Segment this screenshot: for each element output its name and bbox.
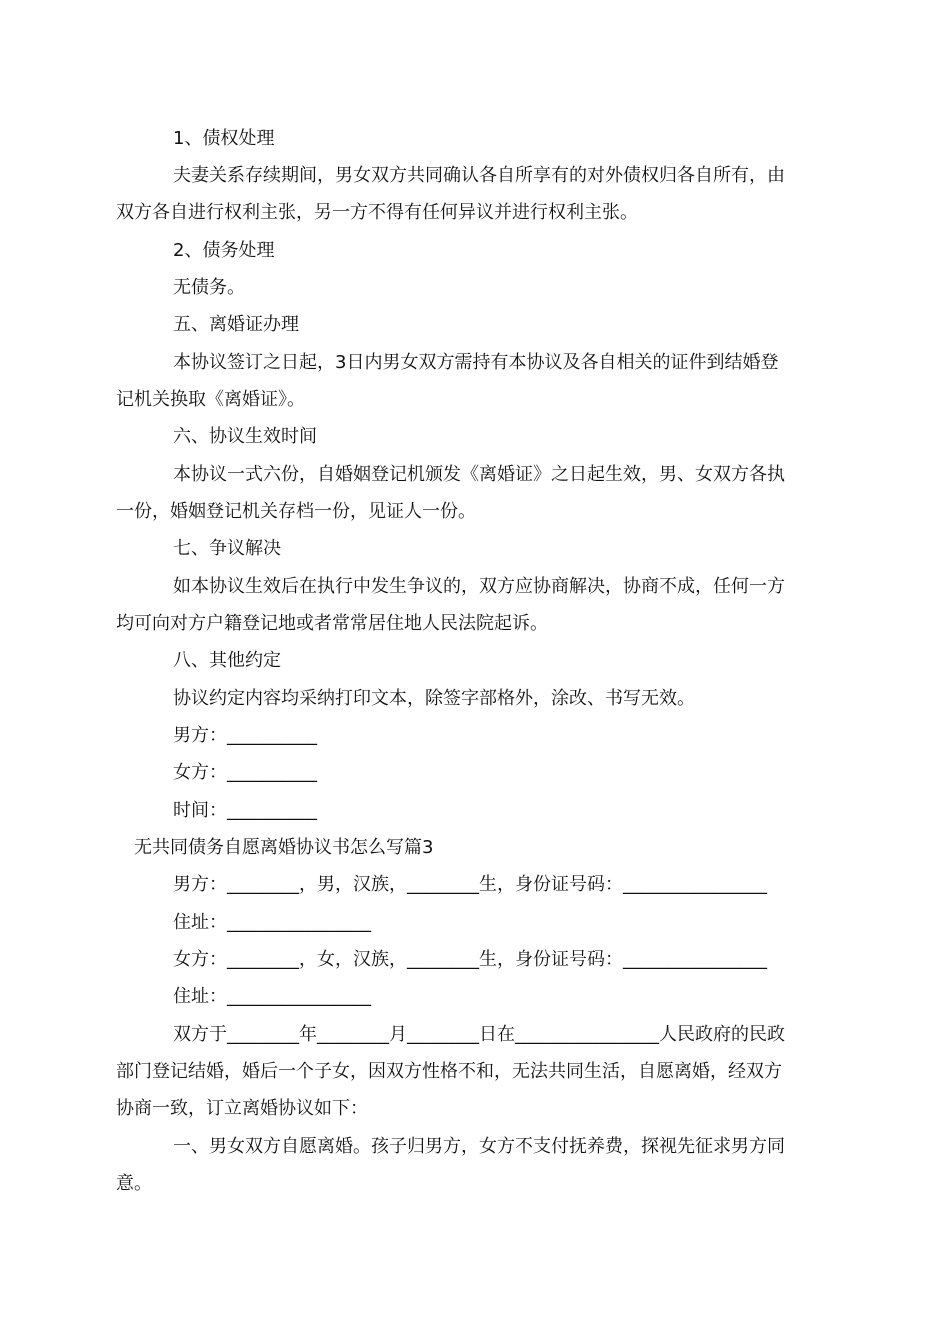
section-dispute-heading: 七、争议解决 — [173, 538, 281, 559]
section-effective-heading: 六、协议生效时间 — [173, 426, 317, 447]
paragraph-line: 如本协议生效后在执行中发生争议的，双方应协商解决，协商不成，任何一方 — [173, 576, 785, 597]
signature-line-female: 女方：__________ — [173, 762, 317, 783]
address-line-male: 住址：________________ — [173, 912, 371, 933]
section-debts-heading: 2、债务处理 — [173, 240, 275, 261]
article-title: 无共同债务自愿离婚协议书怎么写篇3 — [134, 837, 434, 858]
paragraph-line: 均可向对方户籍登记地或者常常居住地人民法院起诉。 — [116, 613, 548, 634]
paragraph-line: 意。 — [116, 1173, 152, 1194]
paragraph-line: 本协议签订之日起，3日内男女双方需持有本协议及各自相关的证件到结婚登 — [173, 352, 779, 373]
address-line-female: 住址：________________ — [173, 986, 371, 1007]
paragraph-line: 记机关换取《离婚证》。 — [116, 389, 305, 410]
paragraph-line: 部门登记结婚，婚后一个子女，因双方性格不和，无法共同生活，自愿离婚，经双方 — [116, 1061, 782, 1082]
paragraph-line: 协议约定内容均采纳打印文本，除签字部格外，涂改、书写无效。 — [173, 688, 695, 709]
clause-one-line: 一、男女双方自愿离婚。孩子归男方，女方不支付抚养费，探视先征求男方同 — [173, 1136, 785, 1157]
paragraph-line: 双方于________年________月________日在________________人民政府的民政 — [173, 1024, 785, 1045]
signature-line-male: 男方：__________ — [173, 725, 317, 746]
party-line-male: 男方：________，男，汉族，________生，身份证号码：________________ — [173, 874, 767, 895]
paragraph-line: 无债务。 — [173, 277, 245, 298]
section-certificate-heading: 五、离婚证办理 — [173, 314, 299, 335]
signature-line-date: 时间：__________ — [173, 800, 317, 821]
party-line-female: 女方：________，女，汉族，________生，身份证号码：________________ — [173, 949, 767, 970]
section-debt-claims-heading: 1、债权处理 — [173, 128, 275, 149]
paragraph-line: 夫妻关系存续期间，男女双方共同确认各自所享有的对外债权归各自所有，由 — [173, 165, 785, 186]
paragraph-line: 协商一致，订立离婚协议如下： — [116, 1098, 368, 1119]
paragraph-line: 双方各自进行权利主张，另一方不得有任何异议并进行权利主张。 — [116, 202, 638, 223]
paragraph-line: 一份，婚姻登记机关存档一份，见证人一份。 — [116, 501, 476, 522]
paragraph-line: 本协议一式六份，自婚姻登记机颁发《离婚证》之日起生效，男、女双方各执 — [173, 464, 785, 485]
section-other-heading: 八、其他约定 — [173, 650, 281, 671]
